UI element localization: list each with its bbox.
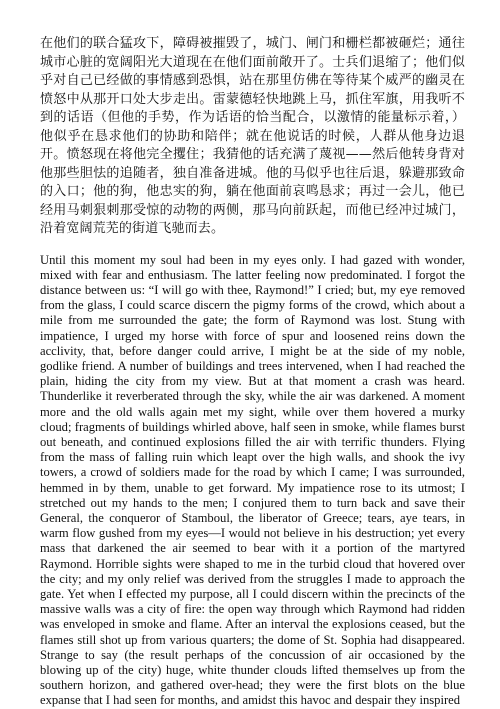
document-page	[40, 35, 465, 709]
english-paragraph: Until this moment my soul had been in my eyes only. I had gazed with wonder, mixed with fear and enthusiasm. The latter feeling now predominated. I forgot the distance between us: “I will go with thee, Raymond!” I cried; but, my eye removed from the glass, I could scarce discern the pigmy forms of the crowd, which about a mile from me surrounded the gate; the form of Raymond was lost. Stung with impatience, I urged my horse with force of spur and loosened reins down the acclivity, that, before danger could arrive, I might be at the side of my noble, godlike friend. A number of buildings and trees intervened, when I had reached the plain, hiding the city from my view. But at that moment a crash was heard. Thunderlike it reverberated through the sky, while the air was darkened. A moment more and the old walls again met my sight, while over them hovered a murky cloud; fragments of buildings whirled above, half seen in smoke, while flames burst out beneath, and continued explosions filled the air with terrific thunders. Flying from the mass of falling ruin which leapt over the high walls, and shook the ivy towers, a crowd of soldiers made for the road by which I came; I was surrounded, hemmed in by them, unable to get forward. My impatience rose to its utmost; I stretched out my hands to the men; I conjured them to turn back and save their General, the conqueror of Stamboul, the liberator of Greece; tears, aye tears, in warm flow gushed from my eyes—I would not believe in his destruction; yet every mass that darkened the air seemed to bear with it a portion of the martyred Raymond. Horrible sights were shaped to me in the turbid cloud that hovered over the city; and my only relief was derived from the struggles I made to approach the gate. Yet when I effected my purpose, all I could discern within the precincts of the massive walls was a city of fire: the open way through which Raymond had ridden was enveloped in smoke and flame. After an interval the explosions ceased, but the flames still shot up from various quarters; the dome of St. Sophia had disappeared. Strange to say (the result perhaps of the concussion of air occasioned by the blowing up of the city) huge, white thunder clouds lifted themselves up from the southern horizon, and gathered over-head; they were the first blots on the blue expanse that I had seen for months, and amidst this havoc and despair they inspired	[40, 252, 465, 708]
chinese-paragraph: 在他们的联合猛攻下，障碍被摧毁了，城门、闸门和栅栏都被砸烂；通往城市心脏的宽阔阳光大道现在在他们面前敞开了。士兵们退缩了；他们似乎对自己已经做的事情感到恐惧，站在那里仿佛在等待某个威严的幽灵在愤怒中从那开口处大步走出。雷蒙德轻快地跳上马，抓住军旗，用我听不到的话语（但他的手势，作为话语的恰当配合，以激情的能量标示着，）他似乎在恳求他们的协助和陪伴；就在他说话的时候，人群从他身边退开。愤怒现在将他完全攫住；我猜他的话充满了蔑视——然后他转身背对他那些胆怯的追随者，独自准备进城。他的马似乎也往后退，躲避那致命的入口；他的狗，他忠实的狗，躺在他面前哀鸣恳求；再过一会儿，他已经用马刺狠刺那受惊的动物的两侧，那马向前跃起，而他已经冲过城门，沿着宽阔荒芜的街道飞驰而去。	[40, 36, 465, 236]
